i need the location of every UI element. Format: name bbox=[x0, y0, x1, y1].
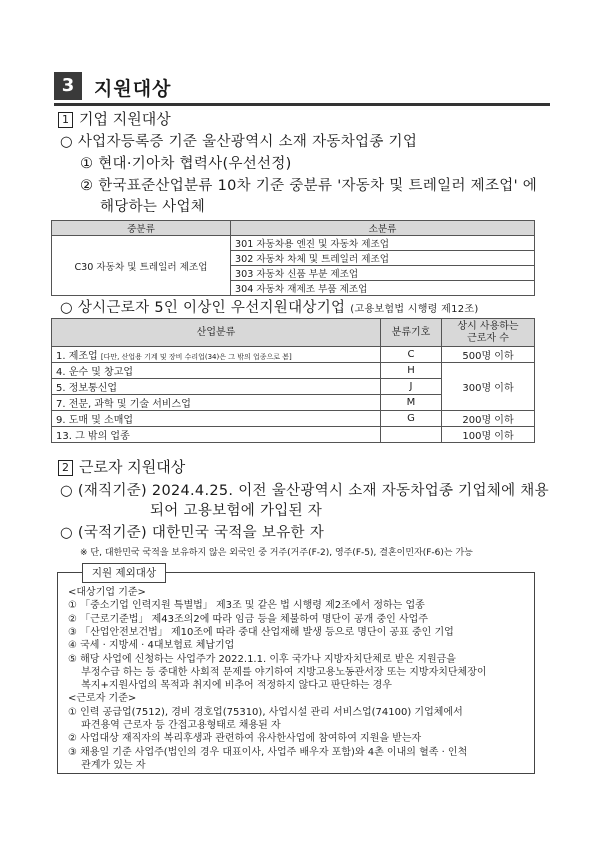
worker-bullet-1-text: (재직기준) 2024.4.25. 이전 울산광역시 소재 자동차업종 기업체에 채용 bbox=[77, 483, 549, 499]
table2-row-2-name: 4. 운수 및 창고업 bbox=[52, 363, 381, 379]
company-heading-number: 1 bbox=[58, 112, 73, 128]
table-row bbox=[52, 411, 535, 427]
table2-row-1-code: C bbox=[381, 347, 442, 363]
table2-row-2-code: H bbox=[381, 363, 442, 379]
excluded-line: 복지+지원사업의 목적과 취지에 비추어 적정하지 않다고 판단하는 경우 bbox=[68, 680, 392, 692]
table2-header-count bbox=[442, 319, 535, 347]
company-item-2-line-2: 해당하는 사업체 bbox=[100, 199, 206, 215]
worker-bullet-2-text: (국적기준) 대한민국 국적을 보유한 자 bbox=[77, 525, 325, 541]
worker-heading-number: 2 bbox=[58, 460, 73, 476]
company-item-2-line-1: ② 한국표준산업분류 10차 기준 중분류 '자동차 및 트레일러 제조업' 에 bbox=[80, 178, 538, 194]
worker-bullet-1: ○ (재직기준) 2024.4.25. 이전 울산광역시 소재 자동차업종 기업체에 채용 bbox=[60, 483, 549, 499]
table2-row-3-code: J bbox=[381, 379, 442, 395]
worker-bullet-1-line-2: 되어 고용보험에 가입된 자 bbox=[150, 503, 323, 519]
table-row bbox=[52, 427, 535, 443]
excluded-line: ③ 채용일 기준 사업주(법인의 경우 대표이사, 사업주 배우자 포함)와 4촌 이내의 혈족 · 인척 bbox=[68, 746, 468, 758]
table2-row-6-count: 100명 이하 bbox=[442, 427, 535, 443]
section-header bbox=[54, 72, 550, 102]
table2-row-4-code: M bbox=[381, 395, 442, 411]
table1-sub-301: 301 자동차용 엔진 및 자동차 제조업 bbox=[231, 236, 535, 251]
excluded-line: ⑤ 해당 사업에 신청하는 사업주가 2022.1.1. 이후 국가나 지방자치단체로 받은 지원금을 bbox=[68, 653, 456, 665]
priority-support-table bbox=[51, 318, 535, 443]
worker-heading-text: 근로자 지원대상 bbox=[79, 458, 186, 476]
table1-sub-303: 303 자동차 신품 부분 제조업 bbox=[231, 266, 535, 281]
excluded-line: ① 「중소기업 인력지원 특별법」 제3조 및 같은 법 시행령 제2조에서 정하는 업종 bbox=[68, 600, 425, 612]
section-title: 지원대상 bbox=[94, 78, 172, 100]
table2-row-5-count: 200명 이하 bbox=[442, 411, 535, 427]
table1-header-mid: 중분류 bbox=[52, 221, 231, 236]
company-bullet-1: ○ 사업자등록증 기준 울산광역시 소재 자동차업종 기업 bbox=[60, 134, 418, 150]
table2-row-1-note: [다만, 산업용 기계 및 장비 수리업(34)은 그 밖의 업종으로 봄] bbox=[100, 353, 292, 361]
table2-row-6-name: 13. 그 밖의 업종 bbox=[52, 427, 381, 443]
industry-classification-table bbox=[51, 220, 535, 296]
worker-note: ※ 단, 대한민국 국적을 보유하지 않은 외국인 중 거주(거주(F-2), 영주(F-5), 결혼이민자(F-6)는 가능 bbox=[80, 548, 473, 558]
table-row bbox=[52, 363, 535, 379]
table1-sub-302: 302 자동차 차체 및 트레일러 제조업 bbox=[231, 251, 535, 266]
table2-row-1-name bbox=[52, 347, 381, 363]
excluded-line: ③ 「산업안전보건법」 제10조에 따라 중대 산업재해 발생 등으로 명단이 공표 중인 기업 bbox=[68, 626, 454, 638]
table2-row-6-code bbox=[381, 427, 442, 443]
excluded-line: <근로자 기준> bbox=[68, 693, 137, 705]
worker-heading bbox=[58, 456, 185, 477]
table2-row-3-name: 5. 정보통신업 bbox=[52, 379, 381, 395]
excluded-line: ② 「근로기준법」 제43조의2에 따라 임금 등을 체불하여 명단이 공개 중인 사업주 bbox=[68, 613, 428, 625]
table2-header-count-text: 상시 사용하는 근로자 수 bbox=[457, 320, 519, 344]
section-divider bbox=[54, 103, 550, 106]
company-bullet-2-note: (고용보험법 시행령 제12조) bbox=[350, 304, 479, 315]
table2-header-industry: 산업분류 bbox=[52, 319, 381, 347]
company-heading bbox=[58, 108, 171, 129]
excluded-line: <대상기업 기준> bbox=[68, 587, 146, 598]
excluded-line: ① 인력 공급업(7512), 경비 경호업(75310), 사업시설 관리 서비스업(74100) 기업체에서 bbox=[68, 706, 463, 718]
excluded-line: 부정수급 하는 등 중대한 사회적 문제를 야기하여 지방고용노동관서장 또는 지방자치단체장이 bbox=[68, 666, 487, 678]
table2-row-4-name: 7. 전문, 과학 및 기술 서비스업 bbox=[52, 395, 381, 411]
excluded-line: ② 사업대상 재직자의 복리후생과 관련하여 유사한사업에 참여하여 지원을 받는자 bbox=[68, 733, 422, 745]
company-heading-text: 기업 지원대상 bbox=[79, 110, 171, 128]
table1-sub-304: 304 자동차 재제조 부품 제조업 bbox=[231, 281, 535, 296]
table2-row-2-4-count: 300명 이하 bbox=[442, 363, 535, 411]
table1-header-sub: 소분류 bbox=[231, 221, 535, 236]
excluded-line: ④ 국세 · 지방세 · 4대보험료 체납기업 bbox=[68, 640, 235, 652]
table2-header-code: 분류기호 bbox=[381, 319, 442, 347]
table2-row-5-code: G bbox=[381, 411, 442, 427]
section-number: 3 bbox=[54, 72, 82, 100]
excluded-label: 지원 제외대상 bbox=[82, 563, 166, 583]
excluded-line: 파견용역 근로자 등 간접고용형태로 채용된 자 bbox=[68, 720, 281, 731]
table2-row-5-name: 9. 도매 및 소매업 bbox=[52, 411, 381, 427]
table-row bbox=[52, 347, 535, 363]
company-bullet-1-text: 사업자등록증 기준 울산광역시 소재 자동차업종 기업 bbox=[77, 134, 418, 150]
company-bullet-2: ○ 상시근로자 5인 이상인 우선지원대상기업 (고용보험법 시행령 제12조) bbox=[60, 300, 479, 316]
table1-mid-category: C30 자동차 및 트레일러 제조업 bbox=[52, 236, 231, 296]
company-item-1: ① 현대·기아차 협력사(우선선정) bbox=[80, 156, 292, 172]
company-bullet-2-text: 상시근로자 5인 이상인 우선지원대상기업 bbox=[77, 300, 346, 316]
table2-row-1-name-text: 1. 제조업 bbox=[56, 351, 98, 362]
excluded-line: 관계가 있는 자 bbox=[68, 759, 146, 771]
worker-bullet-2: ○ (국적기준) 대한민국 국적을 보유한 자 bbox=[60, 525, 325, 541]
table2-row-1-count: 500명 이하 bbox=[442, 347, 535, 363]
